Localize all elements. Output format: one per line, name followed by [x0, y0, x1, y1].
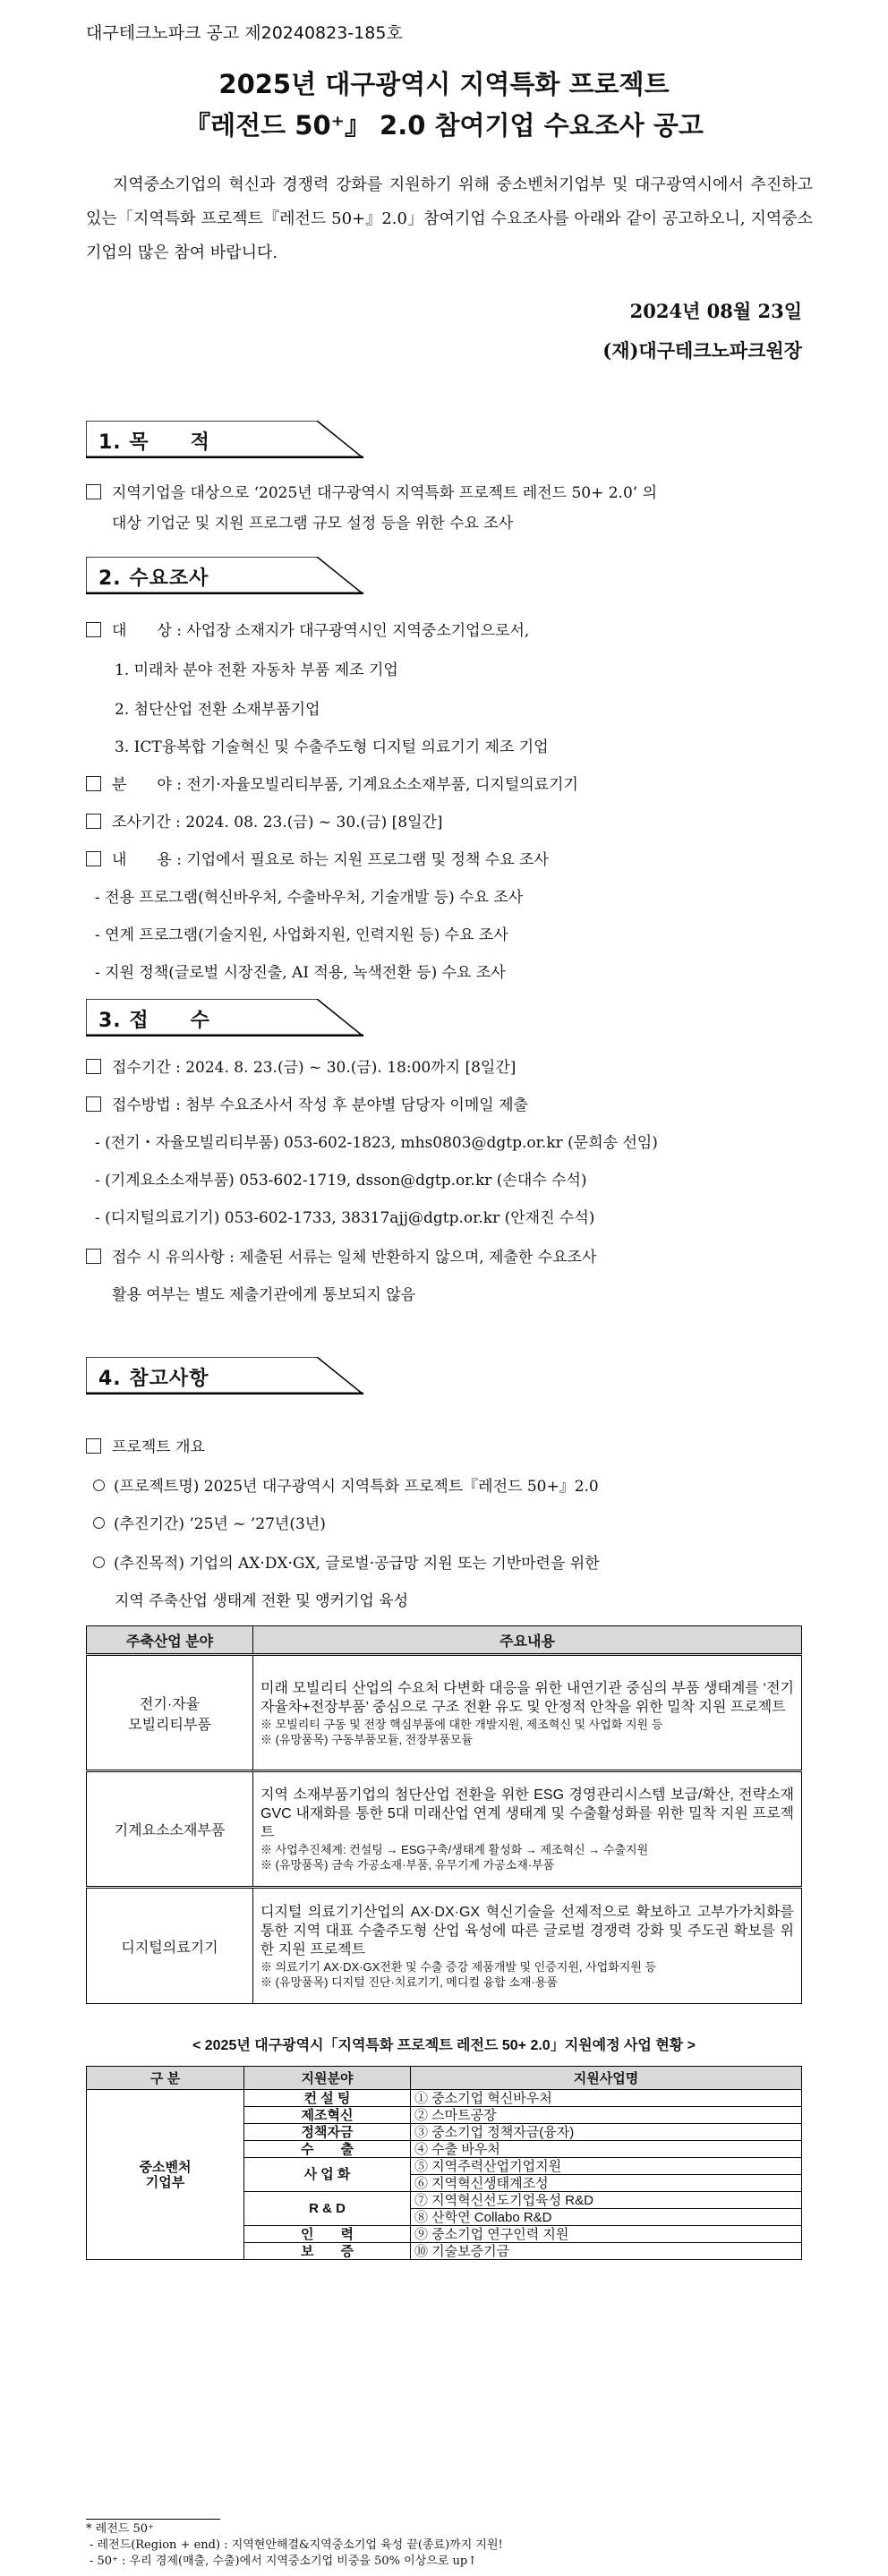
- contact-medical: - (디지털의료기기) 053-602-1733, 38317ajj@dgtp.or.kr (안재진 수석): [95, 1209, 595, 1227]
- support-field: 정책자금: [244, 2124, 411, 2141]
- contact-machinery: - (기계요소소재부품) 053-602-1719, dsson@dgtp.or.kr (손대수 수석): [95, 1172, 587, 1190]
- support-program: ⑤ 지역주력산업기업지원: [411, 2158, 802, 2175]
- issuing-organization: (재)대구테크노파크원장: [602, 339, 802, 362]
- support-program: ⑦ 지역혁신선도기업육성 R&D: [411, 2192, 802, 2209]
- support-program: ① 중소기업 혁신바우처: [411, 2090, 802, 2107]
- project-duration: (추진기간) ’25년 ~ ’27년(3년): [93, 1513, 827, 1536]
- industry-description: 지역 소재부품기업의 첨단산업 전환을 위한 ESG 경영관리시스템 보급/확산, 전략소재 GVC 내재화를 통한 5대 미래산업 연계 생태계 및 수출활성화를 위한 밀착 지원 프로젝트 ※ 사업추진체계: 컨설팅 → ESG구축/생태계 활성화 → 제조혁신 → 수출지원 ※ (유망품목) 금속 가공소재·부품, 유무기계 가공소재·부품: [253, 1771, 802, 1888]
- ministry-group: 중소벤처 기업부: [87, 2090, 244, 2260]
- reception-method: 접수방법 : 첨부 수요조사서 작성 후 분야별 담당자 이메일 제출: [86, 1094, 820, 1117]
- section-header-purpose: [86, 421, 363, 458]
- checkbox-bullet-icon: [86, 1059, 101, 1074]
- checkbox-bullet-icon: [86, 1249, 101, 1264]
- support-program: ② 스마트공장: [411, 2107, 802, 2124]
- support-field: 수 출: [244, 2141, 411, 2158]
- support-field: 인 력: [244, 2226, 411, 2243]
- footnote-line: - 50⁺ : 우리 경제(매출, 수출)에서 지역중소기업 비중을 50% 이상으로 up↑: [90, 2555, 478, 2568]
- footnote-line: - 레전드(Region + end) : 지역현안해결&지역중소기업 육성 끝(종료)까지 지원!: [90, 2538, 503, 2552]
- checkbox-bullet-icon: [86, 484, 101, 499]
- circle-bullet-icon: [93, 1480, 105, 1491]
- support-program: ③ 중소기업 정책자금(융자): [411, 2124, 802, 2141]
- purpose-text-line-1: 지역기업을 대상으로 ‘2025년 대구광역시 지역특화 프로젝트 레전드 50+ 2.0’ 의: [86, 482, 820, 505]
- survey-field: 분 야 : 전기·자율모빌리티부품, 기계요소소재부품, 디지털의료기기: [86, 773, 820, 797]
- checkbox-bullet-icon: [86, 776, 101, 791]
- checkbox-bullet-icon: [86, 622, 101, 637]
- table-header: 지원사업명: [411, 2067, 802, 2090]
- support-field: 사 업 화: [244, 2158, 411, 2192]
- industry-description: 미래 모빌리티 산업의 수요처 다변화 대응을 위한 내연기관 중심의 부품 생태계를 ‘전기자율차+전장부품’ 중심으로 구조 전환 유도 및 안정적 안착을 위한 밀착 지원 프로젝트 ※ 모빌리티 구동 및 전장 핵심부품에 대한 개발지원, 제조혁신 및 사업화 지원 등 ※ (유망품목) 구동부품모듈, 전장부품모듈: [253, 1655, 802, 1771]
- section-header-survey: [86, 557, 363, 594]
- support-field: 제조혁신: [244, 2107, 411, 2124]
- table-row: [87, 1888, 802, 2004]
- support-field: 컨 설 팅: [244, 2090, 411, 2107]
- section-title: 3. 접 수: [98, 1010, 210, 1032]
- industry-name: 기계요소소재부품: [87, 1771, 253, 1888]
- section-title: 1. 목 적: [98, 431, 210, 454]
- footnote-title: * 레전드 50⁺: [86, 2522, 154, 2536]
- survey-target: 대 상 : 사업장 소재지가 대구광역시인 지역중소기업으로서,: [86, 619, 820, 643]
- project-overview: 프로젝트 개요: [86, 1436, 820, 1459]
- survey-period: 조사기간 : 2024. 08. 23.(금) ~ 30.(금) [8일간]: [86, 811, 820, 834]
- support-table-caption: < 2025년 대구광역시「지역특화 프로젝트 레전드 50+ 2.0」지원예정 사업 현황 >: [192, 2038, 696, 2053]
- support-program: ⑩ 기술보증기금: [411, 2243, 802, 2260]
- page-title-line-1: 2025년 대구광역시 지역특화 프로젝트: [218, 69, 670, 99]
- survey-content-item: - 연계 프로그램(기술지원, 사업화지원, 인력지원 등) 수요 조사: [95, 926, 508, 944]
- purpose-text-line-2: 대상 기업군 및 지원 프로그램 규모 설정 등을 위한 수요 조사: [112, 515, 514, 533]
- announcement-date: 2024년 08월 23일: [629, 300, 802, 322]
- survey-content-item: - 전용 프로그램(혁신바우처, 수출바우처, 기술개발 등) 수요 조사: [95, 889, 524, 907]
- page-title-line-2: 『레전드 50⁺』 2.0 참여기업 수요조사 공고: [184, 110, 704, 141]
- project-goal-line-2: 지역 주축산업 생태계 전환 및 앵커기업 육성: [115, 1592, 409, 1610]
- table-header: 지원분야: [244, 2067, 411, 2090]
- reception-notice-line-1: 접수 시 유의사항 : 제출된 서류는 일체 반환하지 않으며, 제출한 수요조사: [86, 1246, 820, 1269]
- survey-content-item: - 지원 정책(글로벌 시장진출, AI 적용, 녹색전환 등) 수요 조사: [95, 964, 506, 982]
- support-program: ⑨ 중소기업 연구인력 지원: [411, 2226, 802, 2243]
- table-row: [87, 1771, 802, 1888]
- support-program: ⑧ 산학연 Collabo R&D: [411, 2209, 802, 2226]
- survey-target-item: 3. ICT융복합 기술혁신 및 수출주도형 디지털 의료기기 제조 기업: [115, 738, 549, 756]
- support-program: ⑥ 지역혁신생태계조성: [411, 2175, 802, 2192]
- document-number: 대구테크노파크 공고 제20240823-185호: [86, 23, 403, 43]
- industry-description: 디지털 의료기기산업의 AX·DX·GX 혁신기술을 선제적으로 확보하고 고부가가치화를 통한 지역 대표 수출주도형 산업 육성에 따른 글로벌 경쟁력 강화 및 주도권 확보를 위한 지원 프로젝트 ※ 의료기기 AX·DX·GX전환 및 수출 증강 제품개발 및 인증지원, 사업화지원 등 ※ (유망품목) 디지털 진단·치료기기, 메디컬 융합 소재·용품: [253, 1888, 802, 2004]
- reception-notice-line-2: 활용 여부는 별도 제출기관에게 통보되지 않음: [112, 1286, 416, 1304]
- table-header: 구 분: [87, 2067, 244, 2090]
- section-title: 4. 참고사항: [98, 1368, 209, 1390]
- survey-target-item: 2. 첨단산업 전환 소재부품기업: [115, 701, 320, 719]
- table-header: 주요내용: [253, 1626, 802, 1655]
- survey-target-item: 1. 미래차 분야 전환 자동차 부품 제조 기업: [115, 661, 398, 679]
- support-field: R & D: [244, 2192, 411, 2226]
- checkbox-bullet-icon: [86, 1438, 101, 1454]
- support-programs-table: [86, 2066, 802, 2260]
- support-field: 보 증: [244, 2243, 411, 2260]
- section-header-reception: [86, 999, 363, 1036]
- circle-bullet-icon: [93, 1517, 105, 1529]
- project-name: (프로젝트명) 2025년 대구광역시 지역특화 프로젝트『레전드 50+』2.0: [93, 1475, 827, 1498]
- table-row: [87, 1655, 802, 1771]
- support-program: ④ 수출 바우처: [411, 2141, 802, 2158]
- section-header-reference: [86, 1357, 363, 1395]
- checkbox-bullet-icon: [86, 814, 101, 829]
- project-goal-line-1: (추진목적) 기업의 AX·DX·GX, 글로벌·공급망 지원 또는 기반마련을 위한: [93, 1552, 827, 1575]
- industry-name: 전기·자율 모빌리티부품: [87, 1655, 253, 1771]
- checkbox-bullet-icon: [86, 1096, 101, 1112]
- industry-table: [86, 1625, 802, 2004]
- industry-name: 디지털의료기기: [87, 1888, 253, 2004]
- section-title: 2. 수요조사: [98, 567, 209, 590]
- footnote-divider: [86, 2519, 220, 2520]
- survey-content: 내 용 : 기업에서 필요로 하는 지원 프로그램 및 정책 수요 조사: [86, 849, 820, 872]
- intro-paragraph: 지역중소기업의 혁신과 경쟁력 강화를 지원하기 위해 중소벤처기업부 및 대구광역시에서 추진하고 있는「지역특화 프로젝트『레전드 50+』2.0」참여기업 수요조사를 아래와 같이 공고하오니, 지역중소기업의 많은 참여 바랍니다.: [86, 175, 813, 262]
- table-row: [87, 2090, 802, 2107]
- circle-bullet-icon: [93, 1557, 105, 1568]
- contact-mobility: - (전기・자율모빌리티부품) 053-602-1823, mhs0803@dgtp.or.kr (문희송 선임): [95, 1134, 658, 1152]
- checkbox-bullet-icon: [86, 851, 101, 866]
- table-header: 주축산업 분야: [87, 1626, 253, 1655]
- reception-period: 접수기간 : 2024. 8. 23.(금) ~ 30.(금). 18:00까지 [8일간]: [86, 1056, 820, 1079]
